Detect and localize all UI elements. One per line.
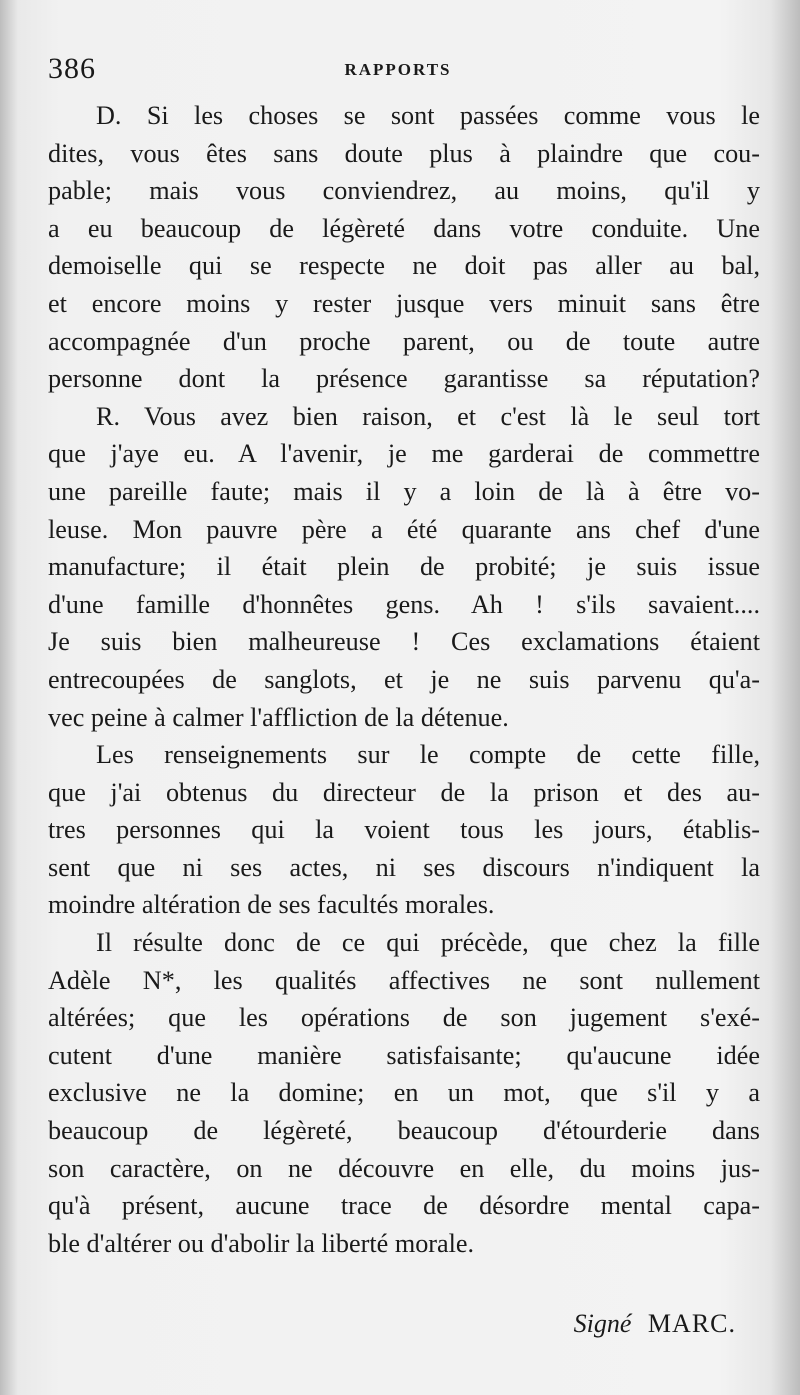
paragraph-conclusion (48, 924, 760, 1262)
text-line: a eu beaucoup de légèreté dans votre conduite. Une (48, 213, 760, 243)
text-line: cutent d'une manière satisfaisante; qu'aucune idée (48, 1040, 760, 1070)
text-line: qu'à présent, aucune trace de désordre mental capa- (48, 1191, 760, 1221)
text-line: R. Vous avez bien raison, et c'est là le seul tort (96, 401, 760, 431)
page-number: 386 (48, 52, 96, 85)
text-line: son caractère, on ne découvre en elle, du moins jus- (48, 1153, 760, 1183)
text-line: manufacture; il était plein de probité; je suis issue (48, 552, 760, 582)
page-header (48, 52, 748, 92)
text-line: beaucoup de légèreté, beaucoup d'étourderie dans (48, 1116, 760, 1146)
text-line: altérées; que les opérations de son jugement s'exé- (48, 1003, 760, 1033)
text-line: d'une famille d'honnêtes gens. Ah ! s'ils savaient.... (48, 589, 760, 619)
text-line: accompagnée d'un proche parent, ou de toute autre (48, 326, 760, 356)
text-line: que j'aye eu. A l'avenir, je me garderai de commettre (48, 439, 760, 469)
text-line: tres personnes qui la voient tous les jours, établis- (48, 815, 760, 845)
text-line: Je suis bien malheureuse ! Ces exclamations étaient (48, 627, 760, 657)
signature-word: Signé (573, 1309, 632, 1338)
running-head: RAPPORTS (344, 60, 452, 79)
signature (574, 1309, 736, 1339)
text-line: et encore moins y rester jusque vers minuit sans être (48, 288, 760, 318)
text-line: ble d'altérer ou d'abolir la liberté morale. (48, 1228, 475, 1258)
text-line: Il résulte donc de ce qui précède, que chez la fille (96, 928, 760, 958)
paragraph-information (48, 736, 760, 924)
text-line: dites, vous êtes sans doute plus à plaindre que cou- (48, 138, 760, 168)
body-text (48, 97, 760, 1262)
text-line: leuse. Mon pauvre père a été quarante ans chef d'une (48, 514, 760, 544)
text-line: Les renseignements sur le compte de cette fille, (96, 740, 760, 770)
text-line: exclusive ne la domine; en un mot, que s'il y a (48, 1078, 760, 1108)
paragraph-answer (48, 398, 760, 736)
text-line: entrecoupées de sanglots, et je ne suis parvenu qu'a- (48, 664, 760, 694)
text-line: personne dont la présence garantisse sa réputation? (48, 364, 760, 394)
text-line: sent que ni ses actes, ni ses discours n'indiquent la (48, 852, 760, 882)
text-line: pable; mais vous conviendrez, au moins, qu'il y (48, 176, 760, 206)
signature-name: MARC. (647, 1309, 736, 1338)
paragraph-question (48, 97, 760, 398)
text-line: moindre altération de ses facultés morales. (48, 890, 495, 920)
text-line: D. Si les choses se sont passées comme vous le (96, 101, 760, 130)
text-line: Adèle N*, les qualités affectives ne sont nullement (48, 965, 760, 995)
text-line: que j'ai obtenus du directeur de la prison et des au- (48, 777, 760, 807)
text-line: une pareille faute; mais il y a loin de là à être vo- (48, 476, 760, 506)
text-line: vec peine à calmer l'affliction de la détenue. (48, 702, 509, 732)
text-line: demoiselle qui se respecte ne doit pas aller au bal, (48, 251, 760, 281)
